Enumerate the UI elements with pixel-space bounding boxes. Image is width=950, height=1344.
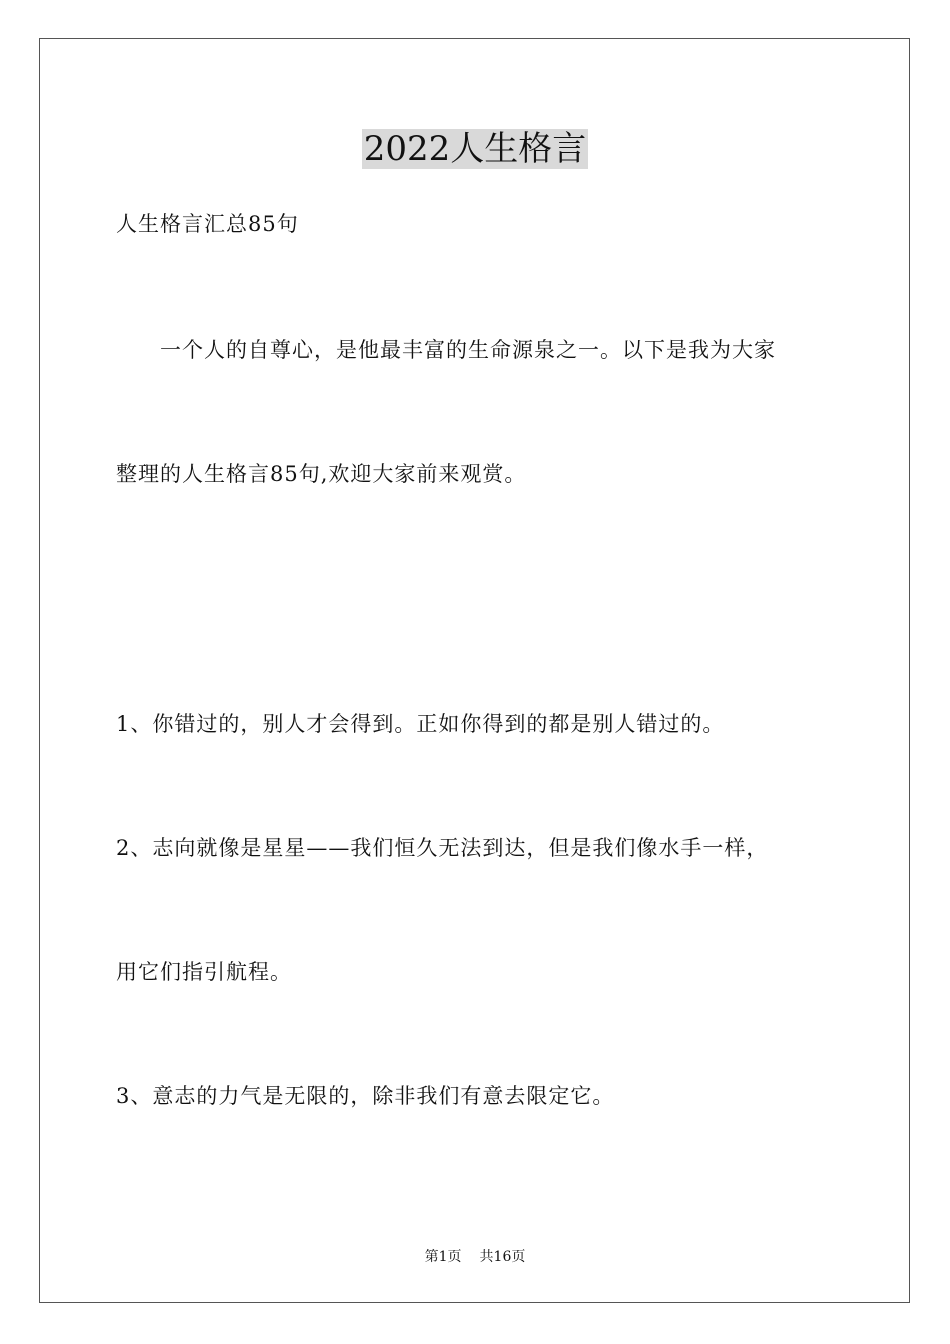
page-number: 第1页: [424, 1249, 462, 1265]
quote-item-2-line-1: 2、志向就像是星星——我们恒久无法到达，但是我们像水手一样，: [116, 836, 769, 860]
quote-item-1: 1、你错过的，别人才会得到。正如你得到的都是别人错过的。: [116, 712, 725, 736]
title-text: 2022人生格言: [363, 129, 587, 169]
quote-item-3: 3、意志的力气是无限的，除非我们有意去限定它。: [116, 1084, 615, 1108]
page-footer: [0, 1248, 950, 1266]
intro-paragraph-line-2: 整理的人生格言85句,欢迎大家前来观赏。: [116, 462, 527, 486]
intro-paragraph-line-1: 一个人的自尊心，是他最丰富的生命源泉之一。以下是我为大家: [160, 338, 776, 362]
document-title: [0, 128, 950, 170]
quote-item-2-line-2: 用它们指引航程。: [116, 960, 292, 984]
page-total: 共16页: [479, 1249, 526, 1265]
subtitle: 人生格言汇总85句: [116, 212, 299, 236]
